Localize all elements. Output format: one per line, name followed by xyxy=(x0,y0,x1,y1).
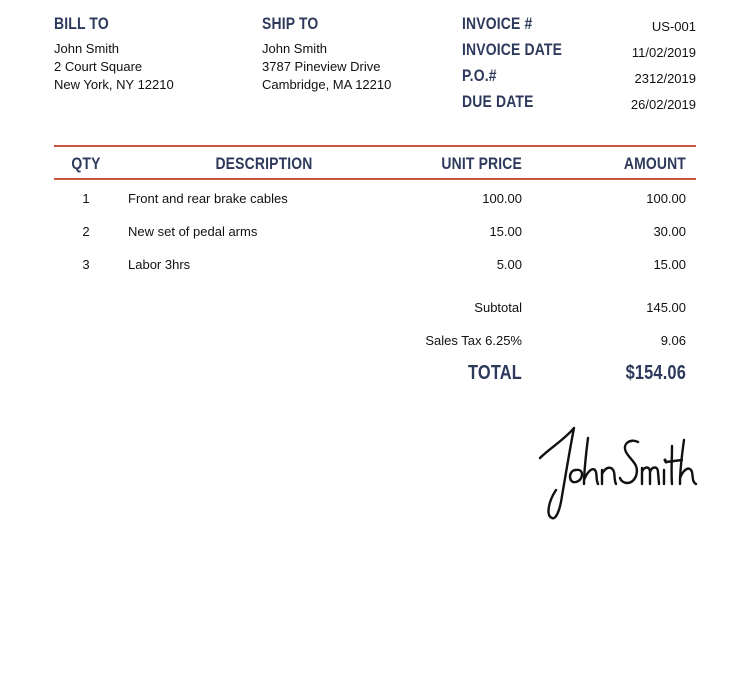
invoice-number-value: US-001 xyxy=(651,19,696,34)
row-unit-price: 100.00 xyxy=(482,191,522,206)
subtotal-value: 145.00 xyxy=(646,300,686,315)
bill-to-name: John Smith xyxy=(54,41,120,56)
ship-to-name: John Smith xyxy=(262,41,328,56)
invoice-date-label: INVOICE DATE xyxy=(462,40,563,59)
row-description: Front and rear brake cables xyxy=(128,191,288,206)
invoice-date-value: 11/02/2019 xyxy=(631,45,696,60)
row-amount: 15.00 xyxy=(653,257,686,272)
row-qty: 3 xyxy=(82,257,90,272)
row-description: New set of pedal arms xyxy=(128,224,258,239)
row-unit-price: 15.00 xyxy=(489,224,522,239)
unit-price-header: UNIT PRICE xyxy=(441,154,522,173)
header-top-rule xyxy=(54,145,696,147)
qty-header: QTY xyxy=(71,154,101,173)
description-header: DESCRIPTION xyxy=(215,154,313,173)
sales-tax-label: Sales Tax 6.25% xyxy=(425,333,522,348)
ship-to-street: 3787 Pineview Drive xyxy=(262,59,381,74)
amount-header: AMOUNT xyxy=(623,154,686,173)
row-unit-price: 5.00 xyxy=(496,257,522,272)
ship-to-label: SHIP TO xyxy=(262,14,319,33)
signature-image xyxy=(530,418,705,528)
bill-to-label: BILL TO xyxy=(54,14,109,33)
ship-to-address xyxy=(262,40,391,94)
due-date-label: DUE DATE xyxy=(462,92,534,111)
bill-to-street: 2 Court Square xyxy=(54,59,143,74)
row-amount: 100.00 xyxy=(646,191,686,206)
row-description: Labor 3hrs xyxy=(128,257,191,272)
sales-tax-value: 9.06 xyxy=(660,333,686,348)
header-bottom-rule xyxy=(54,178,696,180)
total-value: $154.06 xyxy=(625,362,686,384)
bill-to-address xyxy=(54,40,174,94)
row-amount: 30.00 xyxy=(653,224,686,239)
due-date-value: 26/02/2019 xyxy=(630,97,696,112)
row-qty: 1 xyxy=(82,191,90,206)
subtotal-label: Subtotal xyxy=(474,300,522,315)
invoice-number-label: INVOICE # xyxy=(462,14,533,33)
bill-to-city: New York, NY 12210 xyxy=(54,77,174,92)
po-number-label: P.O.# xyxy=(462,66,497,85)
total-label: TOTAL xyxy=(468,362,522,384)
ship-to-city: Cambridge, MA 12210 xyxy=(262,77,392,92)
row-qty: 2 xyxy=(82,224,90,239)
po-number-value: 2312/2019 xyxy=(634,71,696,86)
